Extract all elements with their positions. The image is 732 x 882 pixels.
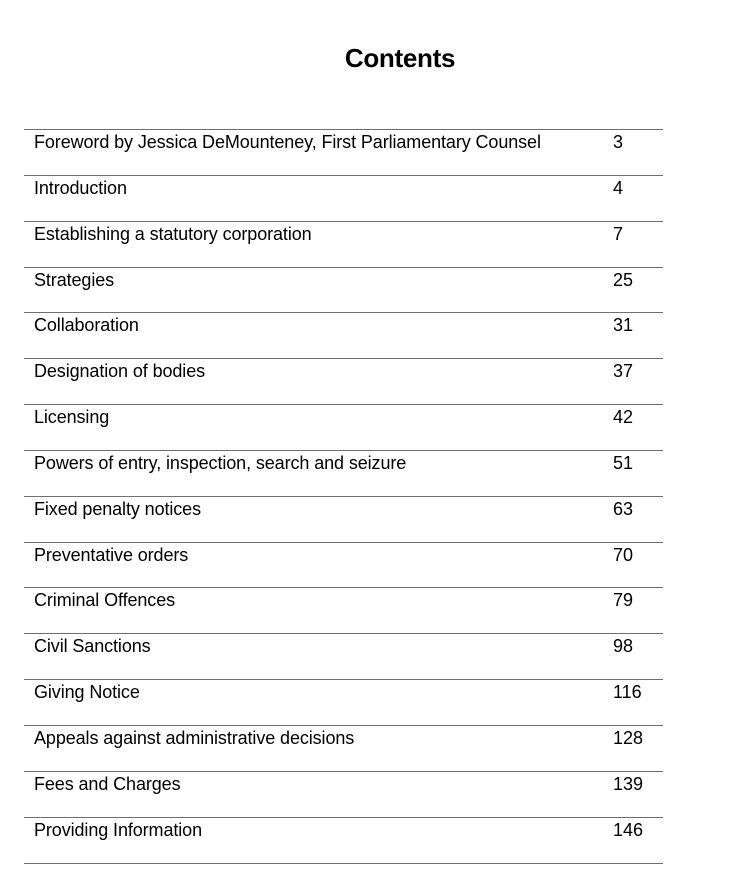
toc-entry-page: 51 [613,452,634,473]
toc-entry[interactable] [24,588,663,634]
toc-entry-label: Designation of bodies [34,361,206,382]
toc-entry[interactable] [24,818,663,864]
toc-entry[interactable] [24,726,663,772]
toc-entry-page: 42 [613,407,634,428]
toc-entry-label: Providing Information [34,819,202,840]
toc-entry[interactable] [24,176,663,222]
toc-entry-page: 63 [613,498,634,519]
toc-entry-page: 128 [613,727,644,748]
toc-entry-label: Powers of entry, inspection, search and seizure [34,452,407,473]
toc-entry[interactable] [24,680,663,726]
toc-entry-label: Establishing a statutory corporation [34,223,312,244]
toc-entry-page: 79 [613,590,634,611]
toc-entry[interactable] [24,359,663,405]
toc-entry[interactable] [24,772,663,818]
toc-entry-label: Licensing [34,407,110,428]
page-title: Contents [344,43,456,74]
toc-entry-label: Foreword by Jessica DeMounteney, First Parliamentary Counsel [34,132,541,152]
toc-entry-label: Strategies [34,269,115,290]
toc-entry[interactable] [24,130,663,176]
toc-entry-page: 7 [613,223,624,244]
toc-entry[interactable] [24,543,663,589]
toc-entry[interactable] [24,634,663,680]
toc-entry-page: 70 [613,544,634,565]
toc-entry-label: Introduction [34,177,127,198]
toc-entry[interactable] [24,451,663,497]
table-of-contents [24,129,663,864]
toc-entry-page: 25 [613,269,634,290]
toc-entry-label: Collaboration [34,315,139,336]
toc-entry[interactable] [24,222,663,268]
toc-entry-page: 98 [613,636,634,657]
toc-entry[interactable] [24,497,663,543]
toc-entry[interactable] [24,405,663,451]
toc-entry-page: 116 [613,682,642,703]
toc-entry-label: Appeals against administrative decisions [34,727,355,748]
toc-entry-page: 3 [613,132,624,152]
toc-entry-label: Fees and Charges [34,773,181,794]
toc-entry[interactable] [24,313,663,359]
toc-entry-page: 31 [613,315,634,336]
toc-entry-label: Civil Sanctions [34,636,151,657]
toc-entry-page: 139 [613,773,644,794]
toc-entry[interactable] [24,268,663,314]
toc-entry-label: Giving Notice [34,682,140,703]
toc-entry-page: 4 [613,177,624,198]
toc-entry-page: 146 [613,819,644,840]
toc-entry-page: 37 [613,361,634,382]
toc-entry-label: Preventative orders [34,544,189,565]
toc-entry-label: Criminal Offences [34,590,176,611]
toc-entry-label: Fixed penalty notices [34,498,201,519]
